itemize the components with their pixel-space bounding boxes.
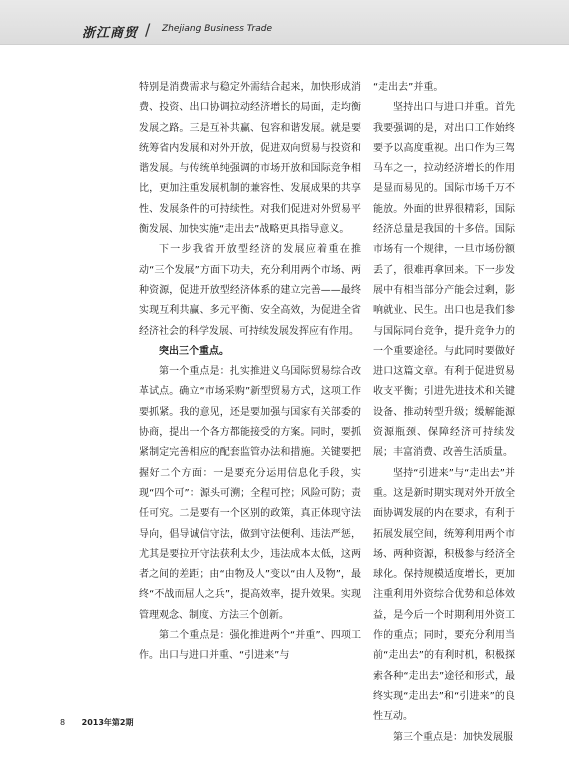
paragraph: 第三个重点是：加快发展服 bbox=[393, 731, 513, 743]
paragraph: 第二个重点是：强化推进两个“并重”、四项工作。出口与进口并重、“引进来”与 bbox=[139, 630, 361, 662]
magazine-subtitle: Zhejiang Business Trade bbox=[162, 24, 273, 34]
header-divider-slash: / bbox=[145, 20, 151, 39]
right-column bbox=[373, 78, 515, 748]
paragraph: “走出去”并重。 bbox=[373, 82, 444, 93]
section-heading: 突出三个重点。 bbox=[159, 345, 229, 357]
page-header bbox=[0, 0, 569, 44]
page-footer bbox=[60, 717, 133, 728]
paragraph: 坚持出口与进口并重。首先我要强调的是，对出口工作始终要予以高度重视。出口作为三驾马车之一，拉动经济增长的作用是显而易见的。国际市场千万不能放。外面的世界很精彩，国际经济总量是我国的十多倍。国际市场有一个规律，一旦市场份额丢了，很难再拿回来。下一步发展中有相当部分产能会过剩，影响就业、民生。出口也是我们参与国际同台竞争，提升竞争力的一个重要途径。与此同时要做好进口这篇文章。有利于促进贸易收支平衡；引进先进技术和关键设备、推动转型升级；缓解能源资源瓶颈、保障经济可持续发展；丰富消费、改善生活质量。 bbox=[373, 102, 515, 459]
header-rule bbox=[0, 44, 569, 45]
paragraph: 特别是消费需求与稳定外需结合起来，加快形成消费、投资、出口协调拉动经济增长的局面，走均衡发展之路。三是互补共赢、包容和谐发展。就是要统筹省内发展和对外开放，促进双向贸易与投资和谐发展。与传统单纯强调的市场开放和国际竞争相比，更加注重发展机制的兼容性、发展成果的共享性、发展条件的可持续性。对我们促进对外贸易平衡发展、加快实施“走出去”战略更具指导意义。 bbox=[139, 82, 361, 236]
magazine-logo: 浙江商贸 bbox=[82, 26, 139, 41]
page-number: 8 bbox=[60, 718, 66, 727]
paragraph: 坚持“引进来”与“走出去”并重。这是新时期实现对外开放全面协调发展的内在要求，有利于拓展发展空间，统筹利用两个市场、两种资源，积极参与经济全球化。保持规模适度增长，更加注重利用外资综合优势和总体效益，是今后一个时期利用外资工作的重点；同时，要充分利用当前“走出去”的有利时机，积极探索各种“走出去”途径和形式，最终实现“走出去”和“引进来”的良性互动。 bbox=[373, 467, 515, 723]
paragraph: 下一步我省开放型经济的发展应着重在推动“三个发展”方面下功夫，充分利用两个市场、两种资源，促进开放型经济体系的建立完善——最终实现互利共赢、多元平衡、安全高效，为促进全省经济社会的科学发展、可持续发展发挥应有作用。 bbox=[139, 244, 361, 337]
paragraph: 第一个重点是：扎实推进义乌国际贸易综合改革试点。确立“市场采购”新型贸易方式，这项工作要抓紧。我的意见，还是要加强与国家有关部委的协商，提出一个各方都能接受的方案。同时，要抓紧制定完善相应的配套监管办法和措施。关键要把握好二个方面：一是要充分运用信息化手段，实现“四个可”：源头可溯；全程可控；风险可防；责任可究。二是要有一个区别的政策，真正体现守法导向，倡导诚信守法，做到守法便利、违法严惩，尤其是要拉开守法获利太少，违法成本太低，这两者之间的差距；由“由物及人”变以“由人及物”，最终“不战而屈人之兵”，提高效率，提升效果。实现管理观念、制度、方法三个创新。 bbox=[139, 366, 361, 621]
left-column bbox=[139, 78, 361, 667]
issue-label: 2013年第2期 bbox=[81, 718, 134, 727]
